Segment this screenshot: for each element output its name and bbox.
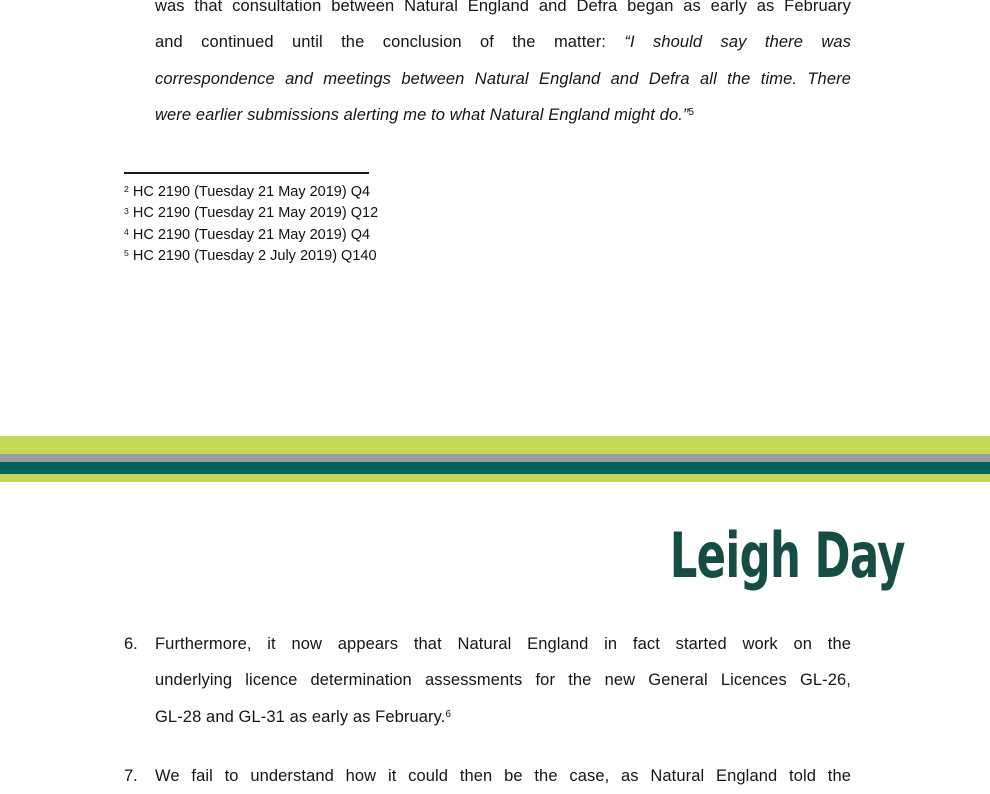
text-run: “I should say there was	[624, 33, 851, 52]
text-line	[155, 24, 851, 60]
text-run: GL-28 and GL-31 as early as February.	[155, 707, 446, 726]
text-line	[155, 0, 851, 24]
divider-teal-stripe	[0, 462, 990, 474]
footnote-separator-rule	[124, 172, 369, 174]
divider-lime-stripe-top	[0, 436, 990, 454]
footnote	[124, 246, 624, 267]
leigh-day-logo: Leigh Day	[669, 519, 905, 592]
divider-lime-stripe-bottom	[0, 474, 990, 482]
text-line	[155, 626, 851, 662]
text-line	[155, 758, 851, 794]
footnote	[124, 225, 624, 246]
text-line	[155, 699, 851, 738]
footnote	[124, 203, 624, 224]
paragraph-number-7: 7.	[124, 767, 138, 785]
footnote-number: 3	[124, 205, 129, 216]
footnote-number: 5	[124, 248, 129, 259]
text-run: were earlier submissions alerting me to what Natural England might do.”	[155, 105, 689, 124]
footnote-number: 2	[124, 184, 129, 195]
footnote-text: HC 2190 (Tuesday 21 May 2019) Q12	[132, 205, 379, 222]
text-run: correspondence and meetings between Natural England and Defra all the time. There	[155, 69, 851, 88]
text-run: was that consultation between Natural England and Defra began as early as February	[155, 0, 851, 15]
paragraph-7-text	[155, 758, 851, 794]
divider-gray-stripe	[0, 454, 990, 462]
text-line	[155, 662, 851, 698]
footnote-reference: 5	[688, 107, 695, 119]
footnote-text: HC 2190 (Tuesday 21 May 2019) Q4	[132, 226, 371, 243]
footnote-text: HC 2190 (Tuesday 2 July 2019) Q140	[132, 248, 377, 265]
paragraph-number-6: 6.	[124, 635, 138, 653]
footnote-text: HC 2190 (Tuesday 21 May 2019) Q4	[132, 184, 371, 200]
text-run: We fail to understand how it could then be the case, as Natural England told the	[155, 767, 851, 785]
previous-page-paragraph	[155, 0, 851, 136]
text-line	[155, 97, 851, 136]
text-run: and continued until the conclusion of the matter:	[155, 33, 625, 52]
paragraph-6-text	[155, 626, 851, 738]
text-run: Furthermore, it now appears that Natural England in fact started work on the	[155, 635, 851, 653]
footnotes-block	[124, 182, 624, 268]
text-run: underlying licence determination assessments for the new General Licences GL-26,	[155, 671, 851, 690]
footnote-number: 4	[124, 226, 129, 237]
text-line	[155, 61, 851, 97]
footnote	[124, 182, 624, 203]
page-divider	[0, 436, 990, 482]
footnote-reference: 6	[445, 709, 452, 721]
